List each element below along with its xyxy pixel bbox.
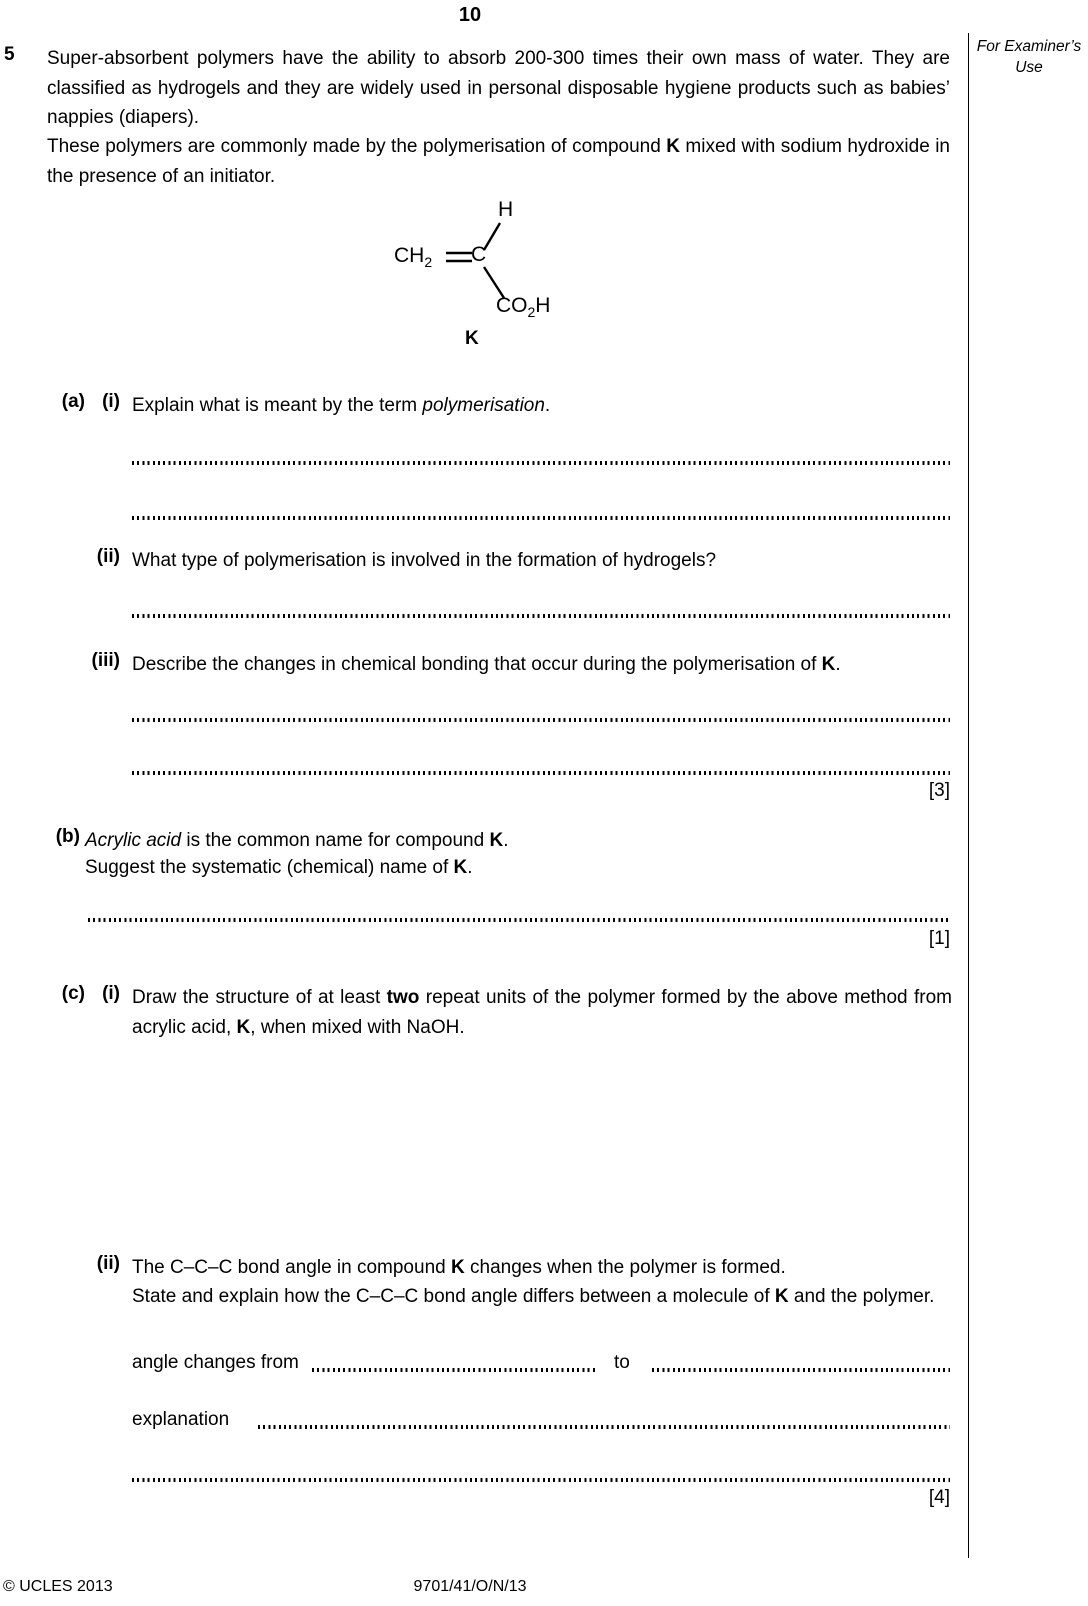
- part-a-ii-label: (ii): [96, 546, 120, 567]
- c-i-text-pre: Draw the structure of at least: [132, 987, 387, 1008]
- co2h-subscript: 2: [527, 304, 536, 321]
- b-compound-k-2: K: [453, 857, 468, 878]
- c-ii-line2-post: and the polymer.: [788, 1286, 935, 1307]
- part-c-ii-question-line1: [132, 1253, 954, 1283]
- compound-k-structure-diagram: [380, 195, 640, 355]
- answer-line-a-ii-1[interactable]: [132, 614, 950, 618]
- part-a-iii-label: (iii): [91, 650, 120, 671]
- marks-part-a: [3]: [928, 780, 950, 801]
- part-a-iii-question-text: [132, 650, 954, 680]
- a-i-text-pre: Explain what is meant by the term: [132, 395, 423, 416]
- part-a-ii-question-text: What type of polymerisation is involved in the formation of hydrogels?: [132, 550, 717, 571]
- angle-changes-from-label: angle changes from: [132, 1352, 299, 1373]
- c-ii-line2-pre: State and explain how the C–C–C bond angle differs between a molecule of: [132, 1286, 775, 1307]
- structure-compound-label: K: [465, 328, 479, 349]
- b-compound-k-1: K: [489, 830, 504, 851]
- part-c-label: (c): [61, 983, 85, 1004]
- central-carbon-label: C: [471, 243, 487, 266]
- answer-line-angle-from[interactable]: [312, 1368, 598, 1372]
- footer-paper-code: 9701/41/O/N/13: [413, 1578, 527, 1595]
- answer-line-a-i-1[interactable]: [132, 461, 950, 465]
- ch2-subscript: 2: [424, 254, 433, 271]
- question-stem-paragraph-1: Super-absorbent polymers have the ability to absorb 200-300 times their own mass of water. They are classified as hydrogels and they are widely used in personal disposable hygiene products such as babies’ nappies (diapers).: [47, 48, 950, 128]
- footer-copyright: © UCLES 2013: [3, 1578, 113, 1595]
- question-stem-paragraph-2: [47, 132, 950, 191]
- stem2-text-a: These polymers are commonly made by the polymerisation of compound: [47, 136, 667, 157]
- b-line2-pre: Suggest the systematic (chemical) name of: [85, 857, 454, 878]
- b-common-name-italic: Acrylic acid: [85, 830, 182, 851]
- answer-line-b-1[interactable]: [88, 918, 950, 922]
- part-b-question-line1: [85, 826, 951, 856]
- part-b-question-line2: [85, 853, 951, 883]
- part-c-i-question-text: [132, 983, 952, 1042]
- b-line1-post: is the common name for compound: [181, 830, 490, 851]
- c-i-text-mid: repeat units of the polymer formed by the above method from acrylic acid,: [132, 987, 952, 1038]
- answer-line-explanation-1[interactable]: [258, 1425, 950, 1429]
- b-line1-end: .: [503, 830, 509, 851]
- answer-line-a-iii-1[interactable]: [132, 718, 950, 722]
- c-ii-compound-k-2: K: [774, 1286, 789, 1307]
- ch2-text: CH: [394, 244, 425, 267]
- hydrogen-label: H: [498, 198, 514, 221]
- c-ii-line1-pre: The C–C–C bond angle in compound: [132, 1257, 451, 1278]
- part-a-i-question-text: [132, 391, 952, 421]
- compound-k-ref: K: [666, 136, 680, 157]
- marks-part-c: [4]: [928, 1487, 950, 1508]
- c-i-compound-k: K: [236, 1016, 251, 1038]
- c-i-text-post: , when mixed with NaOH.: [250, 1016, 465, 1038]
- c-ii-compound-k-1: K: [450, 1257, 465, 1278]
- a-i-term-italic: polymerisation: [422, 395, 545, 416]
- carboxyl-group-label: [496, 294, 550, 320]
- a-iii-text-pre: Describe the changes in chemical bonding that occur during the polymerisation of: [132, 654, 822, 675]
- a-iii-compound-k: K: [821, 654, 836, 675]
- b-line2-post: .: [467, 857, 473, 878]
- stem2-text-b: mixed with sodium hydroxide in the presence of an initiator.: [47, 136, 950, 187]
- c-ii-line1-post: changes when the polymer is formed.: [464, 1257, 786, 1278]
- angle-changes-to-label: to: [614, 1352, 630, 1373]
- examiner-note-text: For Examiner’s Use: [976, 38, 1082, 76]
- a-iii-text-post: .: [835, 654, 841, 675]
- co2h-suffix: H: [535, 294, 551, 317]
- part-c-ii-label: (ii): [96, 1253, 120, 1274]
- question-number: 5: [4, 44, 15, 65]
- part-a-i-label: (i): [102, 391, 120, 412]
- answer-drawing-space-c-i[interactable]: [132, 1045, 950, 1240]
- explanation-label: explanation: [132, 1409, 230, 1430]
- part-b-label: (b): [55, 826, 80, 847]
- part-c-ii-question-line2: [132, 1282, 954, 1312]
- page-number: 10: [458, 4, 482, 26]
- marks-part-b: [1]: [928, 928, 950, 949]
- for-examiner-use-label: [975, 36, 1083, 78]
- c-i-bold-two: two: [386, 987, 420, 1008]
- answer-line-angle-to[interactable]: [652, 1368, 950, 1372]
- part-c-i-label: (i): [102, 983, 120, 1004]
- answer-line-a-i-2[interactable]: [132, 516, 950, 520]
- answer-line-a-iii-2[interactable]: [132, 771, 950, 775]
- a-i-text-post: .: [544, 395, 551, 416]
- answer-line-explanation-2[interactable]: [132, 1478, 950, 1482]
- co2h-prefix: CO: [496, 294, 528, 317]
- part-a-label: (a): [61, 391, 85, 412]
- examiner-column-divider: [968, 33, 969, 1558]
